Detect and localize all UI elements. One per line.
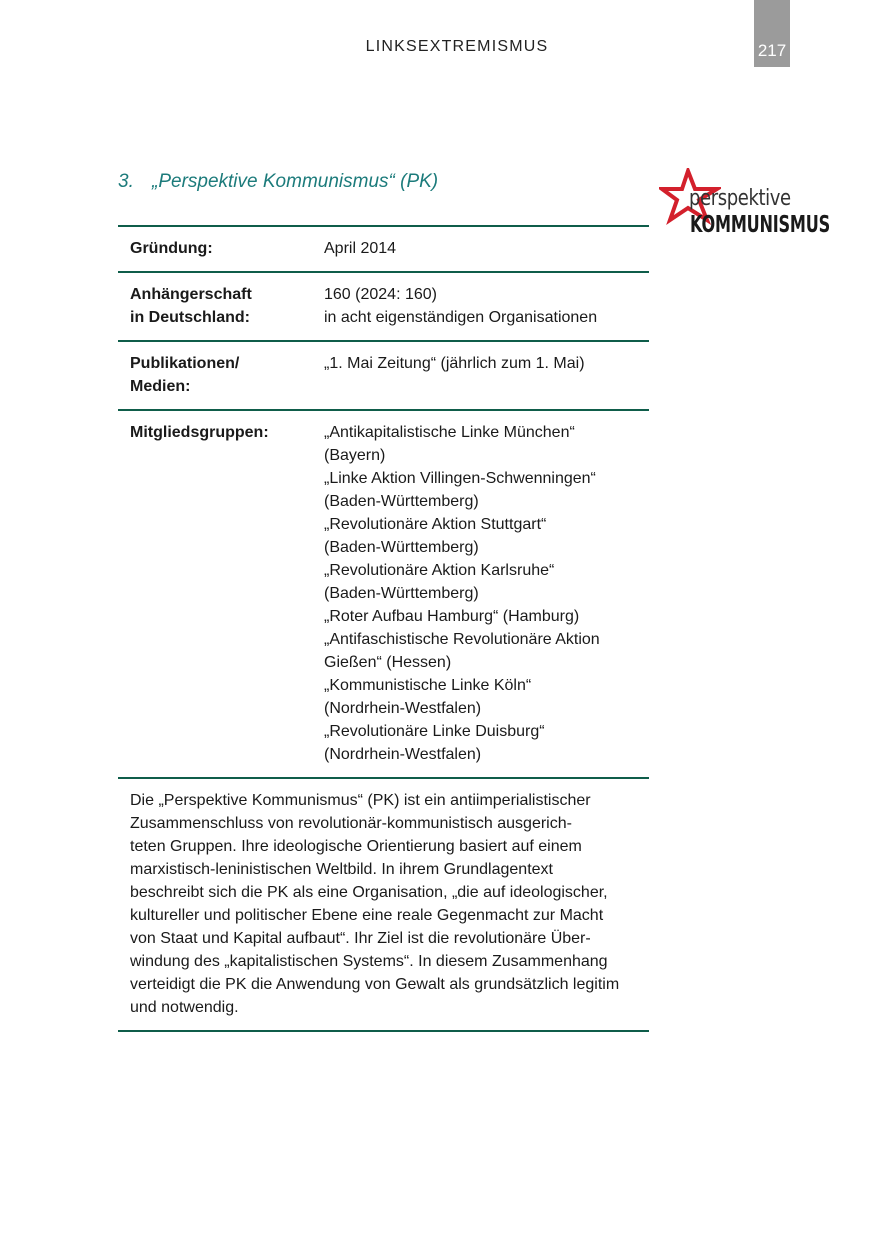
facts-value-line: (Baden-Württemberg) (324, 585, 479, 602)
facts-label-line: Gründung: (130, 240, 213, 257)
facts-label (118, 341, 312, 410)
logo-word-kommunismus: KOMMUNISMUS (690, 212, 830, 238)
facts-value-line: (Nordrhein-Westfalen) (324, 746, 482, 763)
facts-label (118, 226, 312, 272)
description-line: und notwendig. (130, 999, 239, 1016)
description-line: windung des „kapitalistischen Systems“. In diesem Zusammenhang (130, 953, 608, 970)
facts-value (312, 410, 649, 778)
section-number: 3. (118, 171, 134, 192)
facts-label (118, 272, 312, 341)
description-line: marxistisch-leninistischen Weltbild. In ihrem Grundlagentext (130, 861, 553, 878)
facts-value-line: „Antifaschistische Revolutionäre Aktion (324, 631, 600, 648)
page-number-tab (754, 0, 790, 67)
facts-value-line: „Revolutionäre Aktion Karlsruhe“ (324, 562, 555, 579)
facts-value-line: „Antikapitalistische Linke München“ (324, 424, 575, 441)
description-line: teten Gruppen. Ihre ideologische Orientierung basiert auf einem (130, 838, 582, 855)
facts-label-line: Publikationen/ (130, 355, 240, 372)
description-row (118, 778, 649, 1031)
description-line: beschreibt sich die PK als eine Organisation, „die auf ideologischer, (130, 884, 608, 901)
facts-row (118, 410, 649, 778)
description-line: Zusammenschluss von revolutionär-kommunistisch ausgerich- (130, 815, 572, 832)
description-line: kultureller und politischer Ebene eine reale Gegenmacht zur Macht (130, 907, 604, 924)
facts-value-line: „Linke Aktion Villingen-Schwenningen“ (324, 470, 596, 487)
page-number: 217 (757, 41, 787, 60)
facts-row (118, 226, 649, 272)
facts-label-line: Anhängerschaft (130, 286, 252, 303)
facts-value-line: (Bayern) (324, 447, 386, 464)
section-title (118, 171, 438, 193)
description-line: verteidigt die PK die Anwendung von Gewalt als grundsätzlich legitim (130, 976, 620, 993)
facts-value-line: (Baden-Württemberg) (324, 493, 479, 510)
description-line: von Staat und Kapital aufbaut“. Ihr Ziel ist die revolutionäre Über- (130, 930, 591, 947)
section-title-text: „Perspektive Kommunismus“ (PK) (152, 171, 439, 192)
logo-word-perspektive: perspektive (689, 186, 791, 211)
facts-value-line: in acht eigenständigen Organisationen (324, 309, 598, 326)
running-header: LINKSEXTREMISMUS (365, 38, 549, 55)
facts-value-line: „Kommunistische Linke Köln“ (324, 677, 532, 694)
facts-value-line: „Revolutionäre Linke Duisburg“ (324, 723, 545, 740)
facts-label-line: Medien: (130, 378, 191, 395)
facts-row (118, 272, 649, 341)
facts-value-line: (Baden-Württemberg) (324, 539, 479, 556)
perspektive-kommunismus-logo (659, 168, 830, 240)
description-line: Die „Perspektive Kommunismus“ (PK) ist ein antiimperialistischer (130, 792, 591, 809)
facts-value-line: „Revolutionäre Aktion Stuttgart“ (324, 516, 547, 533)
description-text (118, 778, 649, 1031)
facts-value (312, 341, 649, 410)
facts-value (312, 226, 649, 272)
facts-value-line: (Nordrhein-Westfalen) (324, 700, 482, 717)
facts-table (118, 225, 649, 1032)
facts-value-line: 160 (2024: 160) (324, 286, 437, 303)
facts-value (312, 272, 649, 341)
facts-label-line: Mitgliedsgruppen: (130, 424, 269, 441)
facts-row (118, 341, 649, 410)
facts-value-line: „Roter Aufbau Hamburg“ (Hamburg) (324, 608, 580, 625)
facts-value-line: „1. Mai Zeitung“ (jährlich zum 1. Mai) (324, 355, 585, 372)
facts-value-line: April 2014 (324, 240, 397, 257)
facts-label (118, 410, 312, 778)
facts-label-line: in Deutschland: (130, 309, 251, 326)
facts-value-line: Gießen“ (Hessen) (324, 654, 452, 671)
